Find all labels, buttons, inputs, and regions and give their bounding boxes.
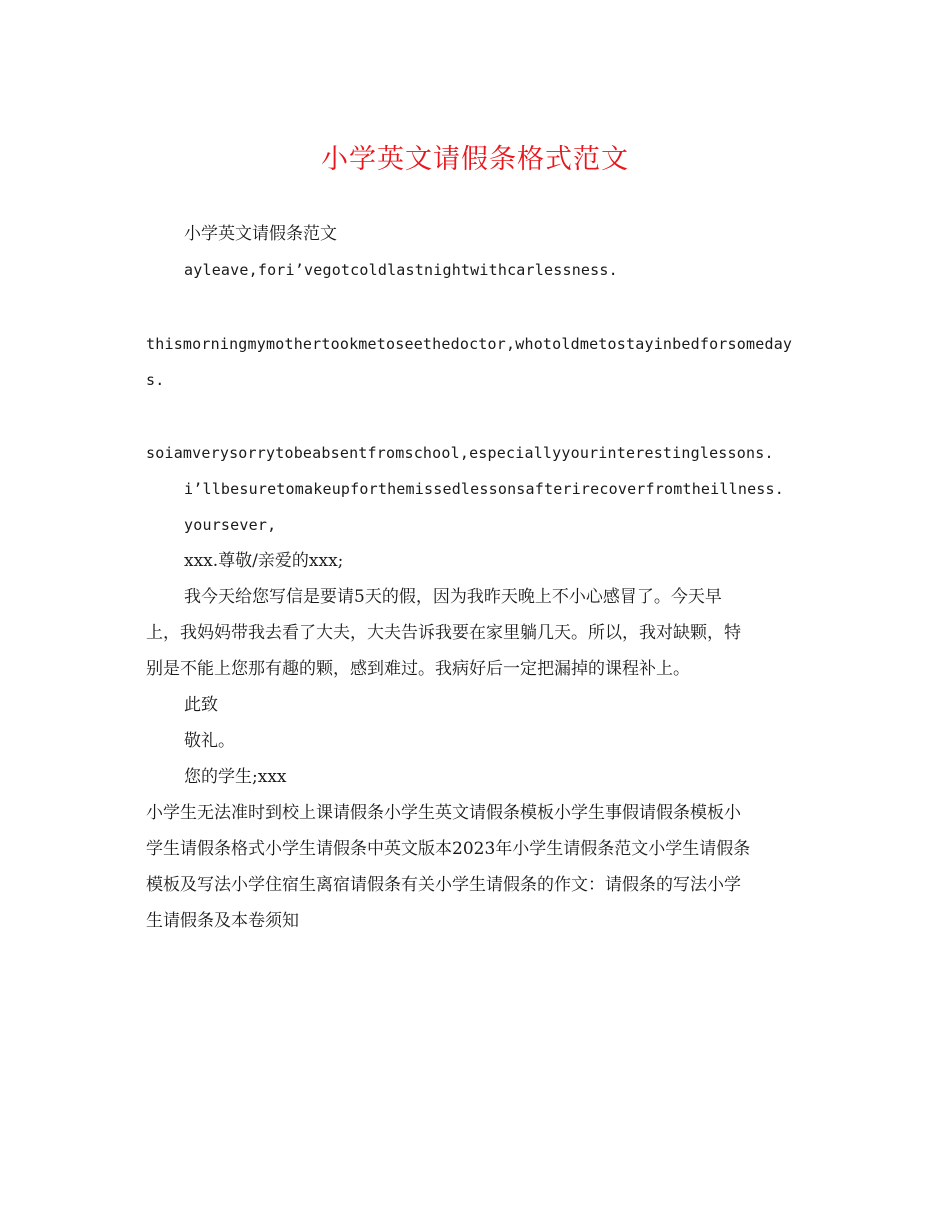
english-line: thismorningmymothertookmetoseethedoctor,whotoldmetostayinbedforsomeday: [146, 335, 793, 353]
english-line: ayleave,fori’vegotcoldlastnightwithcarlessness.: [184, 261, 618, 279]
english-closing-line: yoursever,: [184, 516, 277, 534]
related-links-line: 生请假条及本卷须知: [146, 911, 299, 931]
related-links-line: 小学生无法准时到校上课请假条小学生英文请假条模板小学生事假请假条模板小: [146, 803, 741, 823]
subtitle-line: 小学英文请假条范文: [184, 224, 337, 244]
related-links-line: 学生请假条格式小学生请假条中英文版本2023年小学生请假条范文小学生请假条: [146, 839, 751, 859]
english-line: soiamverysorrytobeabsentfromschool,especiallyyourinterestinglessons.: [146, 444, 774, 462]
page-title: 小学英文请假条格式范文: [321, 144, 629, 175]
chinese-paragraph-line: 别是不能上您那有趣的颗，感到难过。我病好后一定把漏掉的课程补上。: [146, 659, 690, 679]
english-line: s.: [146, 371, 165, 389]
chinese-paragraph-line: 我今天给您写信是要请5天的假，因为我昨天晚上不小心感冒了。今天早: [184, 587, 722, 607]
chinese-paragraph-line: 上，我妈妈带我去看了大夫，大夫告诉我要在家里躺几天。所以，我对缺颗，特: [146, 623, 741, 643]
closing-line: 敬礼。: [184, 731, 235, 751]
related-links-line: 模板及写法小学住宿生离宿请假条有关小学生请假条的作文：请假条的写法小学: [146, 875, 741, 895]
signature-line: 您的学生;xxx: [184, 767, 287, 787]
english-line: i’llbesuretomakeupforthemissedlessonsafterirecoverfromtheillness.: [184, 480, 784, 498]
closing-line: 此致: [184, 695, 218, 715]
salutation-line: xxx.尊敬/亲爱的xxx;: [184, 551, 344, 571]
